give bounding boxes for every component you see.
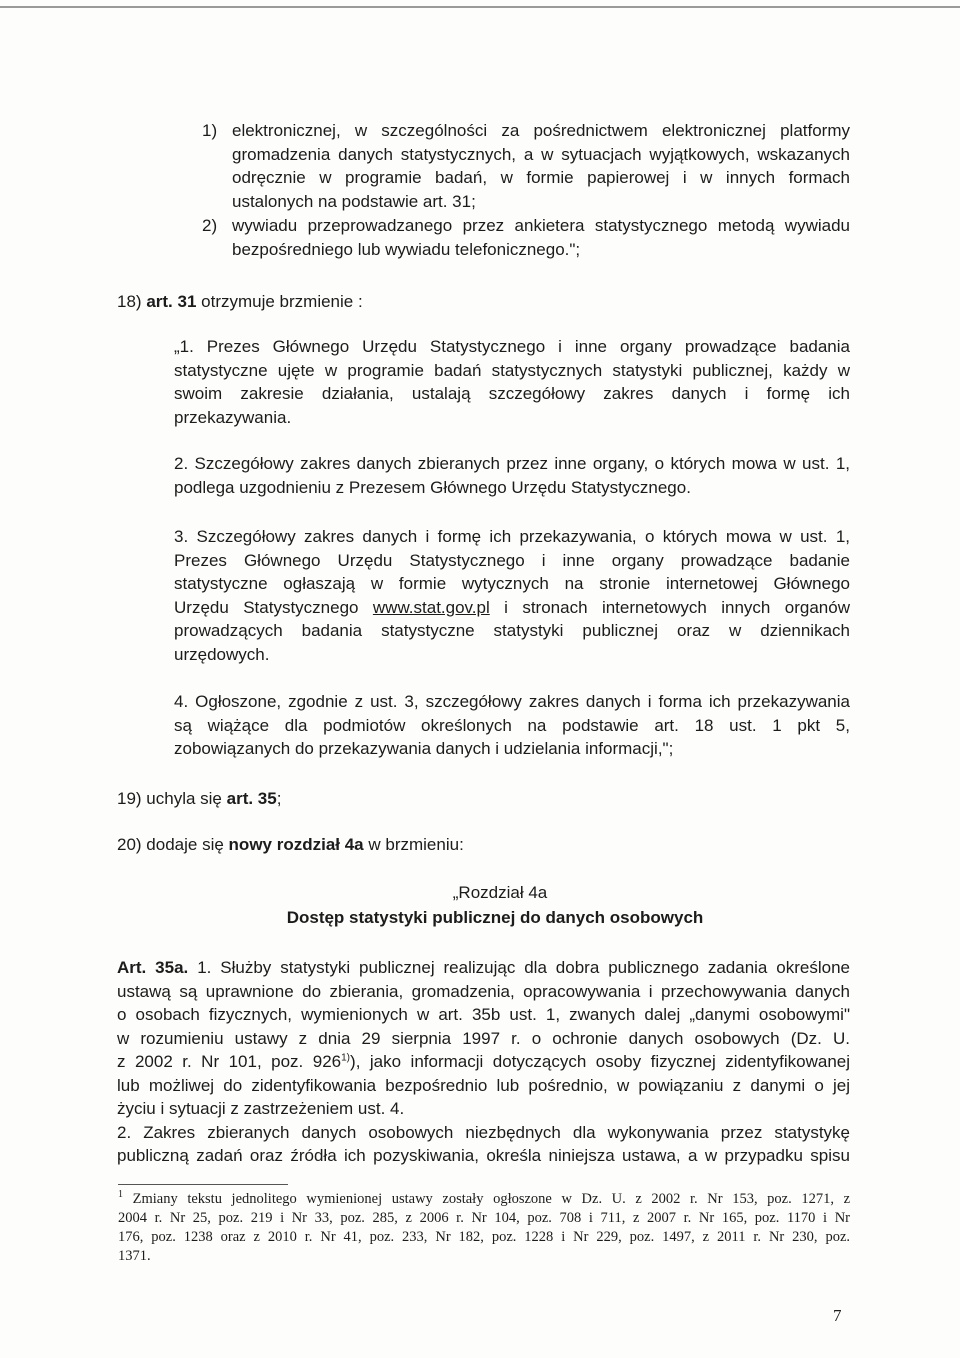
section-3-text: Urzędu Statystycznego (174, 597, 359, 617)
footnote-line (118, 1190, 850, 1209)
section-3 (174, 525, 850, 666)
section-4-line: są wiążące dla podmiotów określonych na podstawie art. 18 ust. 1 pkt 5, (174, 715, 850, 735)
item-2-text (232, 214, 850, 261)
section-1-line: „1. Prezes Głównego Urzędu Statystycznego i inne organy prowadzące badania (174, 337, 850, 356)
article-35a-label: Art. 35a. (117, 958, 189, 977)
section-3-line: 3. Szczegółowy zakres danych i formę ich przekazywania, o których mowa w ust. 1, (174, 527, 850, 546)
item-1-line: ustalonych na podstawie art. 31; (232, 191, 476, 211)
article-35a-line (117, 1050, 850, 1074)
article-35a-text: ), jako informacji dotyczących osoby fizycznej zidentyfikowanej (350, 1052, 850, 1071)
item-1-text (232, 119, 850, 213)
item-1-line: odręcznie w programie badań, w formie papierowej i w innych formach (232, 168, 850, 187)
point-19-prefix: 19) uchyla się (117, 789, 222, 808)
point-19 (117, 787, 281, 811)
stat-gov-link[interactable]: www.stat.gov.pl (372, 597, 490, 617)
footnote-text: Zmiany tekstu jednolitego wymienionej ustawy zostały ogłoszone w Dz. U. z 2002 r. Nr 153, poz. 1271, z (132, 1191, 851, 1207)
section-3-line: urzędowych. (174, 644, 270, 664)
section-3-line (174, 596, 850, 620)
footnote (118, 1190, 850, 1266)
point-18-article: art. 31 (146, 292, 197, 311)
point-18 (117, 290, 363, 314)
article-35a-text: z 2002 r. Nr 101, poz. 926 (117, 1052, 342, 1071)
chapter-title: „Rozdział 4a (452, 883, 548, 902)
footnote-reference: 1) (341, 1052, 351, 1064)
section-3-line: statystyczne ogłaszają w formie wytycznych na stronie internetowej Głównego (174, 574, 850, 593)
item-1-line: elektronicznej, w szczególności za pośrednictwem elektronicznej platformy (232, 121, 850, 140)
chapter-subtitle: Dostęp statystyki publicznej do danych osobowych (286, 908, 704, 927)
point-20-prefix: 20) dodaje się (117, 835, 224, 854)
footnote-separator (118, 1184, 288, 1185)
footnote-line: 176, poz. 1238 oraz z 2010 r. Nr 41, poz. 233, Nr 182, poz. 1228 i Nr 229, poz. 1497, z 2011 r. Nr 230, poz. (118, 1229, 850, 1245)
article-35a-line: życiu i sytuacji z zastrzeżeniem ust. 4. (117, 1099, 405, 1118)
article-35a-line: lub możliwej do zidentyfikowania bezpośrednio lub pośrednio, w powiązaniu z danymi o jej (117, 1075, 850, 1095)
point-20-bold: nowy rozdział 4a (228, 835, 364, 854)
section-4-line: zobowiązanych do przekazywania danych i udzielania informacji,"; (174, 739, 674, 758)
section-3-line: Prezes Głównego Urzędu Statystycznego i inne organy prowadzące badanie (174, 550, 850, 570)
section-1-line: statystyczne ujęte w programie badań statystycznych statystyki publicznej, każdy w (174, 360, 850, 380)
item-1-number: 1) (202, 121, 218, 140)
point-18-text: otrzymuje brzmienie : (201, 292, 363, 311)
section-4-line: 4. Ogłoszone, zgodnie z ust. 3, szczegółowy zakres danych i forma ich przekazywania (174, 692, 850, 711)
article-35a-line: ustawą są uprawnione do zbierania, gromadzenia, opracowywania i przechowywania danych (117, 981, 850, 1001)
article-35a-line: 2. Zakres zbieranych danych osobowych niezbędnych dla wykonywania przez statystykę (117, 1122, 850, 1142)
section-1-line: swoim zakresie działania, ustalają szczegółowy zakres danych i formę ich (174, 384, 850, 403)
item-1-line: gromadzenia danych statystycznych, a w sytuacjach wyjątkowych, wskazanych (232, 144, 850, 164)
point-19-suffix: ; (276, 789, 282, 808)
article-35a-text: 1. Służby statystyki publicznej realizując dla dobra publicznego zadania określone (197, 958, 850, 977)
article-35a-line: w rozumieniu ustawy z dnia 29 sierpnia 1997 r. o ochronie danych osobowych (Dz. U. (117, 1028, 850, 1048)
section-2 (174, 452, 850, 499)
item-2-number: 2) (202, 216, 218, 235)
footnote-line: 2004 r. Nr 25, poz. 219 i Nr 33, poz. 285, z 2006 r. Nr 104, poz. 708 i 711, z 2007 r. Nr 165, poz. 1170 i Nr (118, 1210, 850, 1226)
scan-top-edge (0, 6, 960, 8)
point-20 (117, 833, 464, 857)
article-35a (117, 956, 850, 1168)
section-1 (174, 335, 850, 429)
footnote-mark: 1 (118, 1189, 123, 1201)
article-35a-line (117, 956, 850, 980)
item-2-line: wywiadu przeprowadzanego przez ankietera statystycznego metodą wywiadu (232, 216, 850, 235)
section-3-line: prowadzących badania statystyczne statystyki publicznej oraz w dziennikach (174, 621, 850, 640)
section-2-line: 2. Szczegółowy zakres danych zbieranych przez inne organy, o których mowa w ust. 1, (174, 454, 850, 473)
article-35a-line: publiczną zadań oraz źródła ich pozyskiwania, określa niniejsza ustawa, a w przypadku spisu (117, 1146, 850, 1165)
section-3-text: i stronach internetowych innych organów (504, 597, 850, 617)
point-20-suffix: w brzmieniu: (368, 835, 464, 854)
item-2-line: bezpośredniego lub wywiadu telefonicznego."; (232, 239, 581, 259)
section-4 (174, 690, 850, 761)
footnote-line: 1371. (118, 1248, 151, 1264)
point-18-prefix: 18) (117, 292, 142, 311)
point-19-article: art. 35 (226, 789, 277, 808)
article-35a-line: o osobach fizycznych, wymienionych w art. 35b ust. 1, zwanych dalej „danymi osobowymi" (117, 1005, 850, 1024)
section-1-line: przekazywania. (174, 407, 292, 427)
page-number: 7 (833, 1306, 842, 1325)
section-2-line: podlega uzgodnieniu z Prezesem Głównego Urzędu Statystycznego. (174, 477, 691, 497)
